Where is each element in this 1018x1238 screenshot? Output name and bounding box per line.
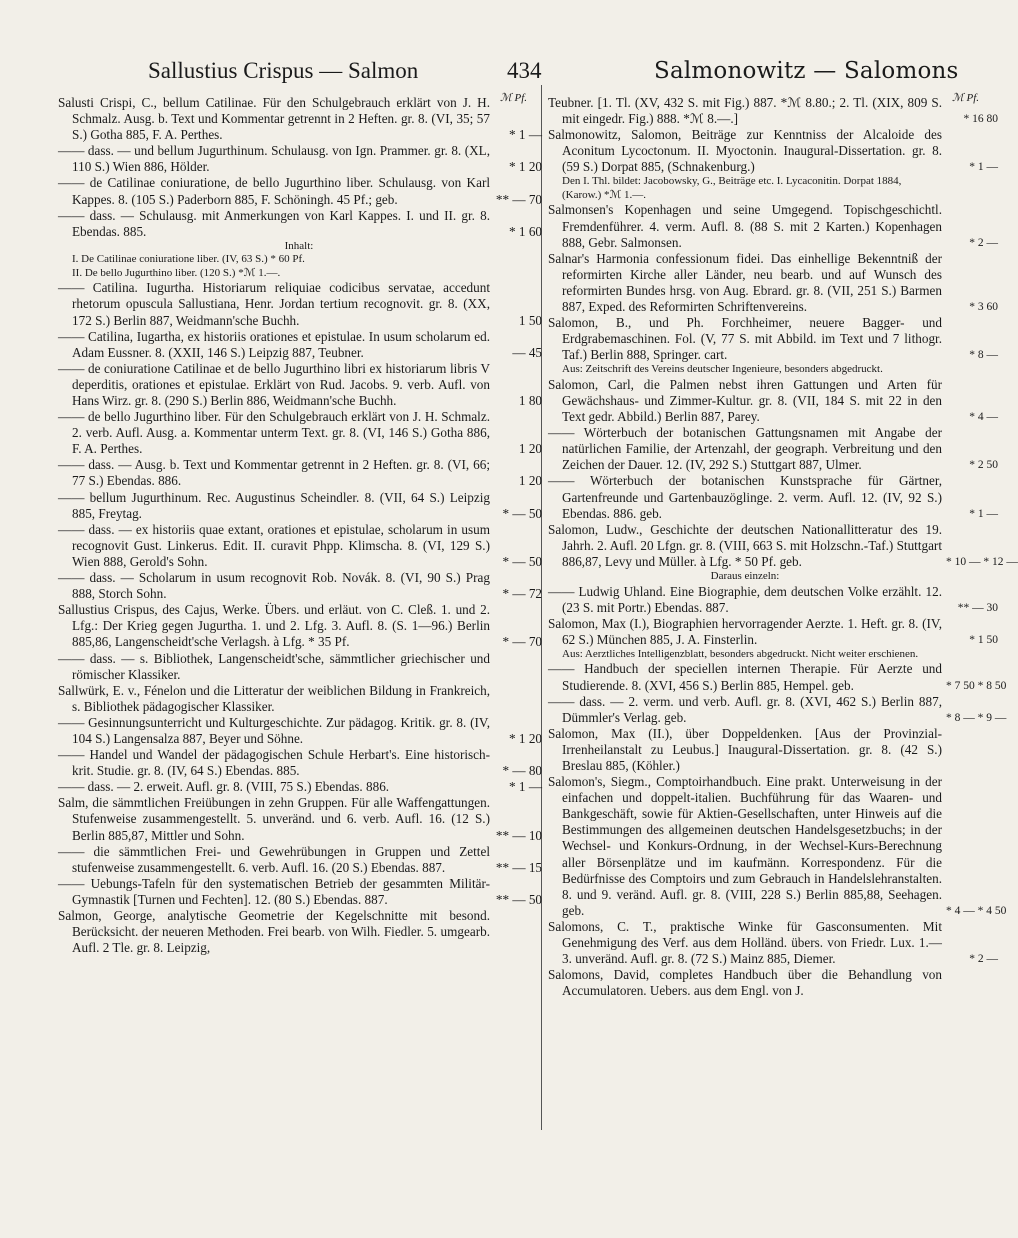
catalog-entry: [58, 714, 542, 747]
entry-price: 1 20: [518, 473, 542, 489]
entry-price: * 7 50 * 8 50: [946, 679, 1007, 692]
entry-text: Salomon, Carl, die Palmen nebst ihren Gattungen und Arten für Gewächshaus- und Zimmer-Kultur. gr. 8. (VII, 184 S. mit 22 in den Text gedr. Abbild.) Berlin 887, Parey.: [548, 376, 942, 425]
catalog-entry: [58, 843, 542, 876]
entry-price: * 8 —: [969, 349, 998, 362]
entry-text: Salomon's, Siegm., Comptoirhandbuch. Eine prakt. Unterweisung in der einfachen und doppelt-italien. Buchführung für das Waaren- und Bankgeschäft, sowie für Aktien-Gesellschaften, unter Hinweis auf die Bestimmungen des allgemeinen deutschen Handelsgesetzbuchs; in der Wechsel- und Konkurs-Ordnung, in der Wechsel-Kurs-Berechnung aller Börsenplätze und im kaufmänn. Korrespondenz. Für die Bedürfnisse des Comptoirs und zum Gebrauch in Handelslehranstalten. 8. und 9. veränd. Aufl. gr. 8. (VIII, 228 S.) Berlin 885,88, Seehagen. geb.: [548, 774, 942, 918]
header-left: Sallustius Crispus — Salmon: [148, 58, 419, 83]
catalog-entry: [548, 250, 998, 315]
entry-price: 1 20: [518, 441, 542, 457]
entry-text: —— dass. — s. Bibliothek, Langenscheidt'sche, sämmtlicher griechischer und römischer Klassiker.: [58, 650, 490, 682]
catalog-entry: [58, 747, 542, 779]
catalog-entry: [58, 457, 542, 489]
entry-note: Aus: Aerztliches Intelligenzblatt, besonders abgedruckt. Nicht weiter erschienen.: [562, 647, 919, 660]
entry-text: Salmonowitz, Salomon, Beiträge zur Kenntniss der Alcaloide des Aconitum Lycoctonum. II. Myoctonin. Inaugural-Dissertation. gr. 8. (59 S.) Dorpat 885, (Schnakenburg.): [548, 127, 942, 175]
catalog-entry: [58, 570, 542, 602]
currency-label-left: ℳ Pf.: [500, 92, 528, 104]
entry-text: Salmon, George, analytische Geometrie der Kegelschnitte mit besond. Berücksicht. der neueren Methoden. Frei bearb. von Wilh. Fiedler. 5. umgearb. Aufl. 2 Tle. gr. 8. Leipzig,: [58, 908, 490, 956]
entry-text: —— Ludwig Uhland. Eine Biographie, dem deutschen Volke erzählt. 12. (23 S. mit Portr.) Ebendas. 887.: [548, 583, 942, 615]
entry-text: —— dass. — ex historiis quae extant, orationes et epistulae, scholarum in usum recognovit Gust. Linkerus. Edit. II. curavit Phpp. Klimscha. 8. (VI, 129 S.) Wien 888, Gerold's Sohn.: [58, 521, 490, 569]
entry-text: —— Handbuch der speciellen internen Therapie. Für Aerzte und Studierende. 8. (XVI, 456 S.) Berlin 885, Hempel. geb.: [548, 661, 942, 693]
catalog-entry: [548, 376, 998, 425]
catalog-entry: [548, 425, 998, 473]
entry-price: * 2 —: [969, 236, 998, 249]
entry-note: Daraus einzeln:: [710, 570, 780, 583]
entry-price: ** — 15: [495, 859, 542, 875]
entry-price: * 10 — * 12 —: [946, 555, 1018, 568]
entry-price: 1 80: [518, 393, 542, 408]
entry-text: —— Wörterbuch der botanischen Gattungsnamen mit Angabe der natürlichen Familie, der Artenzahl, der geograph. Verbreitung und den Zeichen der Dauer. 12. (IV, 292 S.) Stuttgart 887, Ulmer.: [548, 425, 942, 473]
entry-note: II. De bello Jugurthino liber. (120 S.) *ℳ 1.—.: [72, 266, 281, 279]
catalog-entry: [548, 583, 998, 616]
catalog-entry: [58, 875, 542, 908]
catalog-entry: [548, 473, 998, 521]
currency-label-right: ℳ Pf.: [952, 92, 980, 104]
entry-price: * 4 — * 4 50: [946, 904, 1007, 917]
entry-note: Inhalt:: [284, 239, 314, 252]
page-number: 434: [507, 58, 542, 83]
entry-price: 1 50: [518, 312, 542, 328]
catalog-entry: [548, 918, 998, 967]
entry-price: * 1 20: [509, 159, 542, 175]
left-column: [58, 95, 540, 956]
catalog-entry: [58, 409, 542, 457]
entry-price: ** — 30: [957, 601, 998, 614]
entry-price: * 1 —: [509, 127, 542, 143]
entry-price: ** — 50: [495, 891, 542, 907]
entry-text: —— dass. — Scholarum in usum recognovit Rob. Novák. 8. (VI, 90 S.) Prag 888, Storch Sohn.: [58, 570, 490, 602]
entry-price: — 45: [512, 344, 542, 360]
entry-text: —— dass. — Ausg. b. Text und Kommentar getrennt in 2 Heften. gr. 8. (VI, 66; 77 S.) Ebendas. 886.: [58, 457, 490, 489]
entry-price: * — 72: [502, 586, 542, 602]
catalog-entry: [58, 175, 542, 207]
entry-text: —— Handel und Wandel der pädagogischen Schule Herbart's. Eine historisch-krit. Studie. gr. 8. (IV, 64 S.) Ebendas. 885.: [58, 747, 490, 779]
catalog-entry: [548, 967, 942, 999]
entry-text: Salomons, David, completes Handbuch über die Behandlung von Accumulatoren. Uebers. aus dem Engl. von J.: [548, 967, 942, 999]
entry-price: * 4 —: [969, 411, 998, 424]
entry-text: —— dass. — 2. erweit. Aufl. gr. 8. (VIII, 75 S.) Ebendas. 886.: [58, 779, 390, 795]
entry-text: —— dass. — und bellum Jugurthinum. Schulausg. von Ign. Prammer. gr. 8. (XL, 110 S.) Wien 886, Hölder.: [58, 143, 490, 175]
entry-price: * 2 50: [969, 459, 998, 472]
entry-text: —— Uebungs-Tafeln für den systematischen Betrieb der gesammten Militär-Gymnastik [Turnen und Fechten]. 12. (80 S.) Ebendas. 887.: [58, 875, 490, 907]
entry-text: —— die sämmtlichen Frei- und Gewehrübungen in Gruppen und Zettel stufenweise zusammengestellt. 6. verb. Aufl. 16. (20 S.) Ebendas. 887.: [58, 843, 490, 875]
catalog-entry: [548, 521, 1018, 570]
entry-price: * 1 —: [969, 507, 998, 520]
entry-text: —— de coniuratione Catilinae et de bello Jugurthino libri ex historiarum libris V deperditis, orationes et epistulae. Erklärt von Rud. Jacobs. 9. verb. Aufl. von Hans Wirz. gr. 8. (290 S.) Berlin 886, Weidmann'sche Buchh.: [58, 360, 490, 408]
entry-price: * 3 60: [969, 301, 998, 314]
catalog-entry: [58, 143, 542, 175]
entry-text: Sallwürk, E. v., Fénelon und die Litteratur der weiblichen Bildung in Frankreich, s. Bibliothek pädagogischer Klassiker.: [58, 682, 490, 714]
entry-text: —— dass. — 2. verm. und verb. Aufl. gr. 8. (XVI, 462 S.) Berlin 887, Dümmler's Verlag. geb.: [548, 693, 942, 725]
entry-price: ** — 70: [495, 191, 542, 207]
catalog-entry: [548, 693, 1007, 726]
entry-price: * 1 50: [969, 633, 998, 646]
entry-text: —— Wörterbuch der botanischen Kunstsprache für Gärtner, Gartenfreunde und Gartenbauzöglinge. 2. verm. Aufl. 12. (IV, 92 S.) Ebendas. 886. geb.: [548, 473, 942, 521]
catalog-entry: [548, 661, 1007, 693]
entry-price: * — 70: [502, 634, 542, 650]
entry-price: * 8 — * 9 —: [946, 711, 1007, 724]
entry-text: —— Catilina, Iugartha, ex historiis orationes et epistulae. In usum scholarum ed. Adam Eussner. 8. (XXII, 146 S.) Leipzig 887, Teubner.: [58, 328, 490, 360]
catalog-entry: [58, 328, 542, 361]
entry-text: Salusti Crispi, C., bellum Catilinae. Für den Schulgebrauch erklärt von J. H. Schmalz. Ausg. b. Text und Kommentar getrennt in 2 Heften. gr. 8. (VI, 35; 57 S.) Gotha 885, F. A. Perthes.: [58, 95, 490, 143]
entry-price: * 1 60: [509, 223, 542, 239]
entry-price: * 1 20: [509, 730, 542, 746]
catalog-entry: [58, 280, 542, 328]
catalog-entry: [548, 315, 998, 363]
entry-note: Den I. Thl. bildet: Jacobowsky, G., Beiträge etc. I. Lycaconitin. Dorpat 1884, (Karow.) *ℳ 1.—.: [562, 175, 902, 201]
entry-price: * 16 80: [963, 113, 998, 126]
catalog-entry: [58, 795, 542, 843]
catalog-entry: [58, 521, 542, 570]
entry-text: —— de bello Jugurthino liber. Für den Schulgebrauch erklärt von J. H. Schmalz. 2. verb. Aufl. Ausg. a. Kommentar unterm Text. gr. 8. (VI, 146 S.) Gotha 886, F. A. Perthes.: [58, 409, 490, 457]
catalog-entry: [548, 202, 998, 250]
entry-text: Salomons, C. T., praktische Winke für Gasconsumenten. Mit Genehmigung des Verf. aus dem Holländ. übers. von Friedr. Lux. 1.—3. unveränd. Aufl. gr. 8. (72 S.) Mainz 885, Diemer.: [548, 918, 942, 967]
catalog-entry: [58, 651, 490, 683]
entry-text: —— Catilina. Iugurtha. Historiarum reliquiae codicibus servatae, accedunt rhetorum opuscula Sallustiana, Henr. Jordan tertium recognovit. gr. 8. (XX, 172 S.) Berlin 887, Weidmann'sche Buchh.: [58, 280, 490, 328]
entry-text: Salomon, Max (II.), über Doppeldenken. [Aus der Provinzial-Irrenheilanstalt zu Leubus.] Inaugural-Dissertation. gr. 8. (42 S.) Breslau 885, (Köhler.): [548, 725, 942, 773]
catalog-entry: [58, 908, 490, 956]
entry-text: —— dass. — Schulausg. mit Anmerkungen von Karl Kappes. I. und II. gr. 8. Ebendas. 885.: [58, 207, 490, 239]
entry-text: Sallustius Crispus, des Cajus, Werke. Übers. und erläut. von C. Cleß. 1. und 2. Lfg.: Der Krieg gegen Jugurtha. 1. und 2. Lfg. 3. Aufl. 8. (S. 1—96.) Berlin 885,86, Langenscheidt'sche Verlagsh. à Lfg. * 35 Pf.: [58, 602, 490, 650]
catalog-entry: [548, 615, 998, 648]
entry-price: * 1 —: [509, 779, 542, 795]
entry-text: Salm, die sämmtlichen Freiübungen in zehn Gruppen. Für alle Waffengattungen. Stufenweise zusammengestellt. 5. unveränd. und 6. verb. Aufl. 16. (12 S.) Berlin 885,87, Mittler und Sohn.: [58, 795, 490, 843]
entry-note: I. De Catilinae coniuratione liber. (IV, 63 S.) * 60 Pf.: [72, 253, 305, 266]
catalog-entry: [58, 489, 542, 522]
catalog-entry: [548, 127, 998, 175]
entry-text: Salnar's Harmonia confessionum fidei. Das einhellige Bekenntniß der reformirten Kirche aller Länder, neu bearb. und auf Wunsch des reformirten Bundes hrsg. von Aug. Ebrard. gr. 8. (VII, 251 S.) Barmen 887, Exped. des Reformirten Schriftenvereins.: [548, 250, 942, 315]
entry-price: * — 50: [502, 553, 542, 569]
entry-text: Salomon, B., und Ph. Forchheimer, neuere Bagger- und Erdgrabemaschinen. Fol. (V, 77 S. mit Abbild. im Text und 7 lithogr. Taf.) Berlin 888, Springer. cart.: [548, 315, 942, 363]
column-divider: [541, 85, 542, 1130]
entry-price: * 2 —: [969, 953, 998, 966]
catalog-entry: [58, 207, 542, 240]
running-header: [0, 58, 1000, 90]
entry-text: Teubner. [1. Tl. (XV, 432 S. mit Fig.) 887. *ℳ 8.80.; 2. Tl. (XIX, 809 S. mit eingedr. Fig.) 888. *ℳ 8.—.]: [548, 95, 942, 127]
catalog-entry: [58, 602, 542, 650]
entry-text: Salomon, Ludw., Geschichte der deutschen Nationallitteratur des 19. Jahrh. 2. Aufl. 20 Lfgn. gr. 8. (VIII, 663 S. mit Holzschn.-Taf.) Stuttgart 886,87, Levy und Müller. à Lfg. * 50 Pf. geb.: [548, 521, 942, 569]
catalog-entry: [58, 360, 542, 409]
entry-text: —— de Catilinae coniuratione, de bello Jugurthino liber. Schulausg. von Karl Kappes. 8. (105 S.) Paderborn 885, F. Schöningh. 45 Pf.; geb.: [58, 175, 490, 207]
entry-price: * 1 —: [969, 161, 998, 174]
entry-note: Aus: Zeitschrift des Vereins deutscher Ingenieure, besonders abgedruckt.: [562, 363, 883, 376]
entry-price: * — 80: [502, 763, 542, 779]
entry-text: —— bellum Jugurthinum. Rec. Augustinus Scheindler. 8. (VII, 64 S.) Leipzig 885, Freytag.: [58, 489, 490, 521]
catalog-entry: [548, 774, 1007, 919]
catalog-entry: [58, 779, 542, 795]
entry-price: ** — 10: [495, 827, 542, 843]
entry-price: * — 50: [502, 505, 542, 521]
entry-text: Salomon, Max (I.), Biographien hervorragender Aerzte. 1. Heft. gr. 8. (IV, 62 S.) München 885, J. A. Finsterlin.: [548, 615, 942, 647]
header-right: Salmonowitz — Salomons: [654, 58, 959, 84]
catalog-entry: [58, 683, 490, 715]
catalog-entry: [548, 726, 942, 774]
entry-text: —— Gesinnungsunterricht und Kulturgeschichte. Zur pädagog. Kritik. gr. 8. (IV, 104 S.) Langensalza 887, Beyer und Söhne.: [58, 714, 490, 746]
entry-text: Salmonsen's Kopenhagen und seine Umgegend. Topischgeschichtl. Fremdenführer. 4. verm. Aufl. 8. (88 S. mit 2 Karten.) Kopenhagen 888, Gebr. Salmonsen.: [548, 202, 942, 250]
